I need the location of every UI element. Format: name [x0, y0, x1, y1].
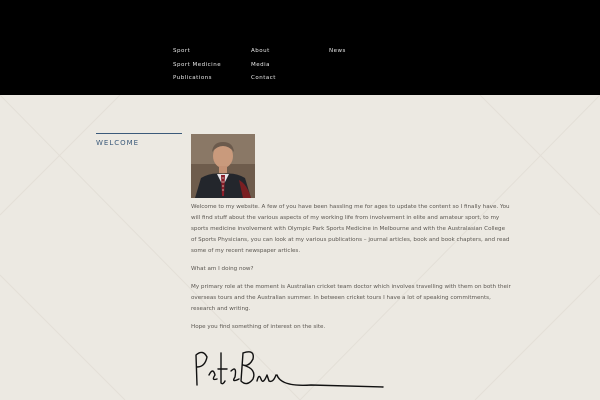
nav-media[interactable]: Media	[251, 62, 271, 68]
sidebar	[96, 133, 182, 147]
portrait-photo-icon	[191, 134, 255, 198]
section-heading: WELCOME	[96, 139, 140, 147]
nav-sport-medicine[interactable]: Sport Medicine	[173, 62, 222, 68]
nav-contact[interactable]: Contact	[251, 75, 276, 81]
nav-sport[interactable]: Sport	[173, 48, 191, 54]
nav-publications[interactable]: Publications	[173, 75, 213, 81]
closing-paragraph: Hope you find something of interest on the site.	[191, 324, 326, 330]
role-paragraph: My primary role at the moment is Australian cricket team doctor which involves travelling with them on both their overseas tours and the Australian summer. In between cricket tours I have a lot of speaking commitments, research and writing.	[191, 284, 511, 312]
nav-news[interactable]: News	[329, 48, 346, 54]
signature-icon	[191, 345, 391, 395]
intro-paragraph: Welcome to my website. A few of you have been hassling me for ages to update the content so I finally have. You will find stuff about the various aspects of my working life from involvement in elite and amateur sport, to my sports medicine involvement with Olympic Park Sports Medicine in Melbourne and with the Australasian College of Sports Physicians, you can look at my various publications – journal articles, book and book chapters, and read some of my recent newspaper articles.	[191, 204, 510, 254]
question-paragraph: What am I doing now?	[191, 266, 254, 272]
nav-about[interactable]: About	[251, 48, 270, 54]
sidebar-divider	[96, 133, 182, 134]
header-bar	[0, 0, 600, 95]
main-content	[191, 134, 511, 333]
